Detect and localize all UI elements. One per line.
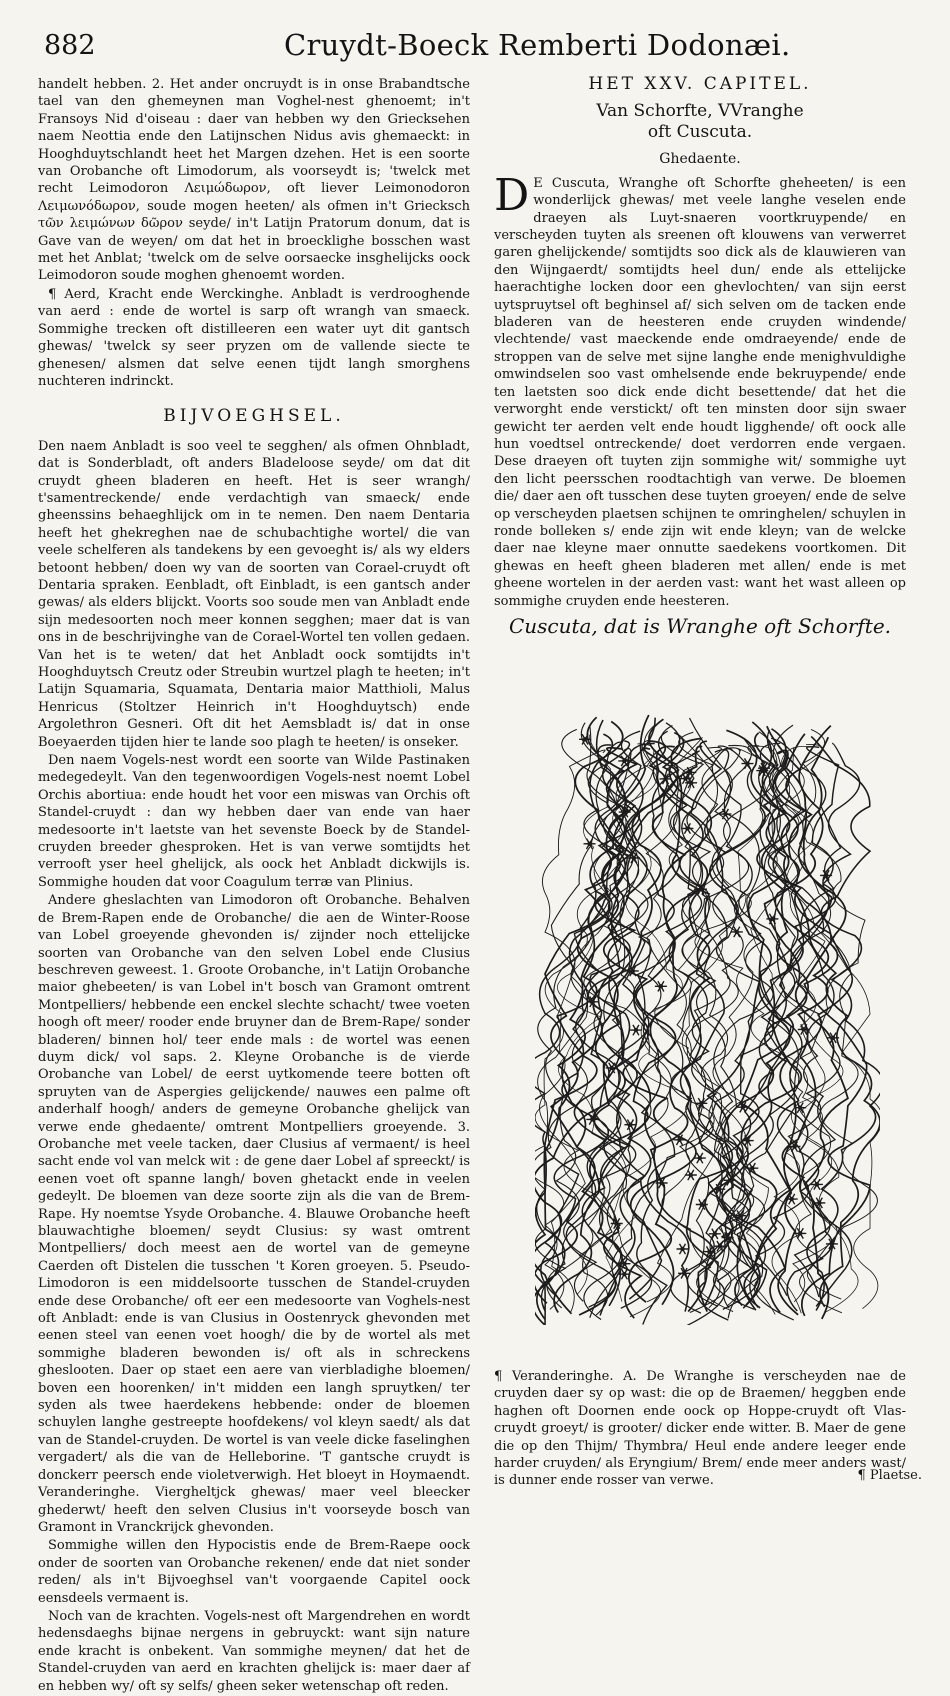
paragraph: Noch van de krachten. Vogels-nest oft Margendrehen en wordt hedensdaeghs bijnae nergens in gebruyckt: want sijn nature ende kracht is onbekent. Van sommighe meynen/ dat het de Standel-cruyden van aerd en krachten ghelijck is: maer daer af en hebben wy/ oft sy selfs/ gheen seker wetenschap oft reden. — [38, 1608, 470, 1695]
page-header — [34, 26, 924, 70]
drop-cap: D — [494, 177, 529, 215]
running-head: Cruydt-Boeck Remberti Dodonæi. — [284, 28, 791, 62]
flower-cluster — [811, 1179, 823, 1189]
chapter-subtitle — [494, 101, 906, 143]
flower-cluster — [685, 1170, 697, 1180]
paragraph: handelt hebben. 2. Het ander oncruydt is in onse Brabandtsche tael van den ghemeynen man Voghel-nest ghenoemt; in't Fransoys Nid d'oiseau : daer van hebben wy den Griecksehen naem Neottia ende den Latijnschen Nidus avis ghemaeckt: in Hooghduytschlandt heet het Margen dzehen. Het is een soorte van Orobanche oft Limodorum, als voorseydt is; 'twelck met recht Leimodoron Λειμώδωρον, oft liever Leimonodoron Λειμωνόδωρον, soude mogen heeten/ als ofmen in't Griecksch τῶν λειμώνων δῶρον seyde/ in't Latijn Pratorum donum, dat is Gave van de weyen/ om dat het in broecklighe bosschen wast met het Anblat; 'twelck om de selve oorsaecke insghelijcks oock Leimodoron soude moghen ghenoemt worden. — [38, 76, 470, 285]
chapter-subtitle-line: Van Schorfte, VVranghe — [494, 101, 906, 122]
flower-cluster — [677, 1244, 689, 1254]
section-title: BIJVOEGHSEL. — [38, 408, 470, 425]
left-column — [38, 76, 470, 1696]
chapter-title: HET XXV. CAPITEL. — [494, 76, 906, 93]
right-column-bottom — [494, 1355, 906, 1503]
flower-cluster — [630, 1025, 642, 1035]
page-number: 882 — [44, 30, 96, 61]
paragraph: Den naem Vogels-nest wordt een soorte van Wilde Pastinaken medegedeylt. Van den tegenwoordigen Vogels-nest noemt Lobel Orchis abortiua: ende houdt het voor een miswas van Orchis oft Standel-cruydt : dan wy hebben daer van ende van haer medesoorte in't laetste van het sevenste Boeck by de Standel-cruyden breeder ghesproken. Het is van verwe somtijdts het verrooft yser heel ghelijck, als oock het Anbladt dickwijls is. Sommighe houden dat voor Coagulum terræ van Plinius. — [38, 752, 470, 891]
flower-cluster — [684, 767, 696, 777]
paragraph-text: E Cuscuta, Wranghe oft Schorfte gheheeten/ is een wonderlijck ghewas/ met veele langhe veselen ende draeyen als Luyt-snaeren voortkruypende/ en verscheyden tuyten als sreenen oft klouwens van verwerret garen ghelijckende/ somtijdts soo dick als de klauwieren van den Wijngaerdt/ somtijdts heel dun/ ende als ettelijcke haerachtighe locken door een ghevlochten/ van sijn eerst uytspruytsel oft beghinsel af/ sich selven om de tacken ende bladeren van de heesteren ende cruyden windende/ vlechtende/ vast maeckende ende omdraeyende/ ende de stroppen van de selve met sijne langhe ende menighvuldighe omwindselen soo vast omhelsende ende bekruypende/ ende ten laetsten soo dick ende dicht besettende/ dat het die verworght ende verstickt/ oft ten minsten door sijn swaer gewicht ter aerden velt ende houdt ligghende/ oft oock alle hun voedtsel ontreckende/ doet verdorren ende vergaen. Dese draeyen oft tuyten zijn sommighe wit/ sommighe uyt den licht peersschen roodtachtigh van verwe. De bloemen die/ daer aen oft tusschen dese tuyten groeyen/ ende de selve op verscheyden plaetsen schijnen te omringhelen/ schuylen in ronde bolleken s/ ende zijn wit ende kleyn; van de welcke daer nae kleyne maer onnutte saedekens voortkomen. Dit ghewas en heeft gheen bladeren met allen/ ende is met gheene wortelen in der aerden vast: want het wast alleen op sommighe cruyden ende heesteren. — [494, 176, 906, 609]
figure-caption: Cuscuta, dat is Wranghe oft Schorfte. — [494, 618, 906, 635]
paragraph: Andere gheslachten van Limodoron oft Orobanche. Behalven de Brem-Rapen ende de Orobanche/ die aen de Winter-Roose van Lobel groeyende ghevonden is/ zijnder noch ettelijcke soorten van Orobanche van den selven Lobel ende Clusius beschreven geweest. 1. Groote Orobanche, in't Latijn Orobanche maior ghebeeten/ is van Lobel in't bosch van Gramont omtrent Montpelliers/ hebbende een enckel slechte schacht/ twee voeten hoogh oft meer/ rooder ende bruyner dan de Brem-Rape/ sonder bladeren/ binnen hol/ teer ende mals : de wortel was eenen duym dick/ vol saps. 2. Kleyne Orobanche is de vierde Orobanche van Lobel/ de eerst uytkomende teere botten oft spruyten van de Aspergies gelijckende/ nauwes een palme oft anderhalf hoogh/ anders de gemeyne Orobanche ghelijck van verwe ende ghedaente/ omtrent Montpelliers groeyende. 3. Orobanche met veele tacken, daer Clusius af vermaent/ is heel sacht ende vol van melck wit : de gene daer Lobel af spreeckt/ is eenen voet oft spanne langh/ boven ghetackt ende in veelen gedeylt. De bloemen van deze soorte zijn als die van de Brem-Rape. Hy noemtse Ysyde Orobanche. 4. Blauwe Orobanche heeft blauwachtighe bloemen/ seydt Clusius: sy wast omtrent Montpelliers/ doch meest aen de wortel van de gemeyne Caerden oft Distelen die tusschen 't Koren groeyen. 5. Pseudo-Limodoron is een middelsoorte tusschen de Standel-cruyden ende dese Orobanche/ oft eer een medesoorte van Voghels-nest oft Anbladt: ende is van Clusius in Oostenryck ghevonden met eenen steel van eenen voet hoogh/ die by de wortel als met sommighe bladeren bewonden is/ oft als in schreckens gheslooten. Daer op staet een aere van vierbladighe bloemen/ boven een hoorenken/ in't midden een langh spruytken/ ter syden als twee haerdekens hebbende: onder de bloemen schuylen langhe gestreepte hoofdekens/ vol kleyn saedt/ als dat van de Standel-cruyden. De wortel is van veele dicke faselinghen vergadert/ als die van de Helleborine. 'T gantsche cruydt is donckerr peersch ende violetverwigh. Het bloeyt in Hoymaendt. Veranderinghe. Viergheltjck ghewas/ maer veel bleecker ghederwt/ heeft den selven Clusius in't voorseyde bosch van Gramont in Vranckrijck ghevonden. — [38, 892, 470, 1536]
dodder-strand — [535, 750, 605, 1309]
flower-cluster — [681, 823, 693, 833]
paragraph: ¶ Veranderinghe. A. De Wranghe is verscheyden nae de cruyden daer sy op wast: die op de Braemen/ heggben ende haghen oft Doornen ende oock op Hoppe-cruydt oft Vlas-cruydt groeyt/ is grooter/ dicker ende witter. B. Maer de gene die op den Thijm/ Thymbra/ Heul ende andere leeger ende harder cruyden/ als Eryngium/ Brem/ ende meer anders wast/ is dunner ende rosser van verwe. — [494, 1368, 906, 1490]
paragraph: Den naem Anbladt is soo veel te segghen/ als ofmen Ohnbladt, dat is Sonderbladt, oft anders Bladeloose seyde/ om dat dit cruydt gheen bladeren en heeft. Het is seer wrangh/ t'samentreckende/ ende verdachtigh van smaeck/ ende gheenssins behaeghlijck om in te nemen. Den naem Dentaria heeft het ghekreghen nae de schubachtighe wortel/ die van veele schelferen als tandekens by een gevoeght is/ als wy elders betoont hebben/ doen wy van de soorten van Corael-cruydt oft Dentaria spraken. Eenbladt, oft Einbladt, is een gantsch ander gewas/ als elders blijckt. Voorts soo soude men van Anbladt ende sijn medesoorten noch meer konnen segghen; maer dat is van ons in de beschrijvinghe van de Corael-Wortel ten vollen gedaen. Van het is te weten/ dat het Anbladt oock somtijdts in't Hooghduytsch Creutz oder Streubin wurtzel plagh te heeten; in't Latijn Squamaria, Squamata, Dentaria maior Matthioli, Malus Henricus (Stoltzer Heinrich in't Hooghduytsch) ende Argolethron Gesneri. Oft dit het Aemsbladt is/ dat in onse Boeyaerden tijden hier te lande soo plagh te heeten/ is onseker. — [38, 438, 470, 751]
cuscuta-woodcut-illustration — [535, 695, 880, 1325]
paragraph: Sommighe willen den Hypocistis ende de Brem-Raepe oock onder de soorten van Orobanche rekenen/ ende dat niet sonder reden/ als in't Bijvoeghsel van't voorgaende Capitel oock eensdeels vermaent is. — [38, 1537, 470, 1607]
paragraph: ¶ Aerd, Kracht ende Werckinghe. Anbladt is verdrooghende van aerd : ende de wortel is sarp oft wrangh van smaeck. Sommighe trecken oft distilleeren een water uyt dit gantsch ghewas/ 'twelck sy seer pryzen om de vallende siecte te ghenesen/ alsmen dat selve eenen tijdt langh smorghens nuchteren indrinckt. — [38, 286, 470, 390]
catchword: ¶ Plaetse. — [858, 1468, 922, 1483]
section-heading-ghedaente: Ghedaente. — [494, 151, 906, 168]
dodder-strand — [754, 746, 825, 1313]
dodder-strand — [566, 731, 641, 1307]
right-column — [494, 76, 906, 639]
paragraph — [494, 175, 906, 610]
chapter-subtitle-line: oft Cuscuta. — [494, 122, 906, 143]
